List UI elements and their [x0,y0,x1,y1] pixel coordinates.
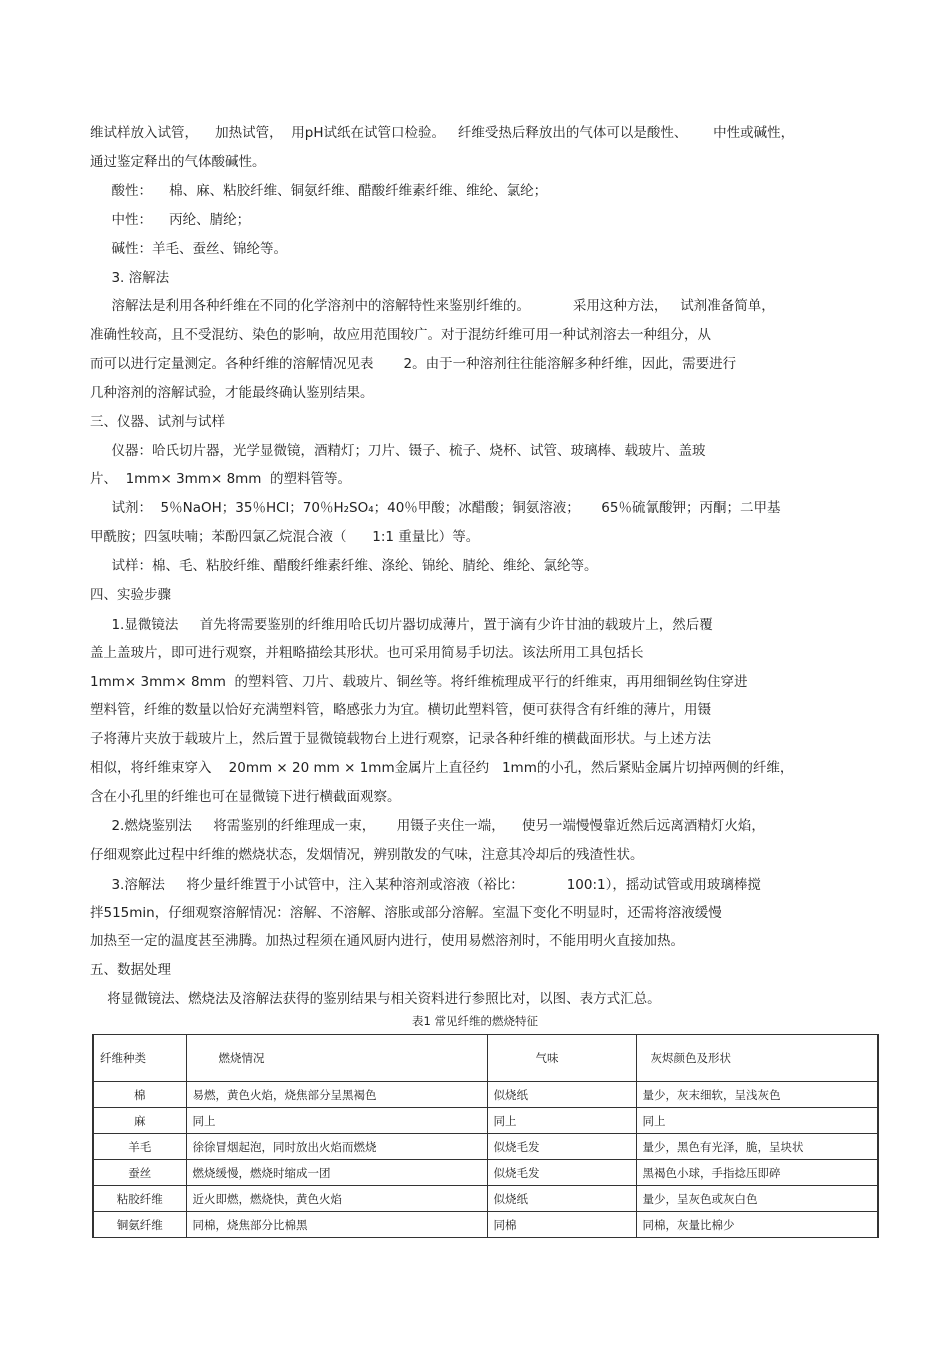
section-heading-instruments: 三、仪器、试剂与试样 [90,414,225,430]
header-fiber-type: 纤维种类 [93,1035,186,1082]
table-row [93,1134,878,1160]
cell-fiber: 棉 [93,1082,186,1108]
table-caption: 表1 常见纤维的燃烧特征 [412,1014,538,1028]
cell-burning: 燃烧缓慢，燃烧时缩成一团 [186,1160,487,1186]
table-row [93,1160,878,1186]
table-row [93,1186,878,1212]
paragraph-line: 塑料管，纤维的数量以恰好充满塑料管，略感张力为宜。横切此塑料管，便可获得含有纤维的薄片，用镊 [90,702,711,718]
paragraph-line: 含在小孔里的纤维也可在显微镜下进行横截面观察。 [90,789,401,805]
header-burning: 燃烧情况 [186,1035,487,1082]
paragraph-line: 碱性：羊毛、蚕丝、锦纶等。 [90,241,287,257]
cell-burning: 同棉，烧焦部分比棉黑 [186,1212,487,1238]
paragraph-line: 甲酰胺；四氢呋喃；苯酚四氯乙烷混合液（ 1:1 重量比）等。 [90,529,480,545]
cell-burning: 徐徐冒烟起泡，同时放出火焰而燃烧 [186,1134,487,1160]
paragraph-line: 1mm× 3mm× 8mm 的塑料管、刀片、载玻片、铜丝等。将纤维梳理成平行的纤维束，再用细铜丝钩住穿进 [90,674,748,690]
paragraph-line: 相似，将纤维束穿入 20mm × 20 mm × 1mm金属片上直径约 1mm的小孔，然后紧贴金属片切掉两侧的纤维， [90,760,794,776]
paragraph-line: 将显微镜法、燃烧法及溶解法获得的鉴别结果与相关资料进行参照比对，以图、表方式汇总。 [90,991,661,1007]
section-heading-steps: 四、实验步骤 [90,587,171,603]
cell-burning: 同上 [186,1108,487,1134]
paragraph-line: 1.显微镜法 首先将需要鉴别的纤维用哈氏切片器切成薄片，置于滴有少许甘油的载玻片上，然后覆 [90,617,713,633]
paragraph-line: 3.溶解法 将少量纤维置于小试管中，注入某种溶剂或溶液（裕比： 100:1），摇动试管或用玻璃棒搅 [90,877,761,893]
paragraph-line: 子将薄片夹放于载玻片上，然后置于显微镜载物台上进行观察，记录各种纤维的横截面形状。与上述方法 [90,731,711,747]
cell-ash: 同上 [636,1108,878,1134]
paragraph-line: 拌515min，仔细观察溶解情况：溶解、不溶解、溶胀或部分溶解。室温下变化不明显时，还需将溶液缓慢 [90,905,722,921]
cell-odor: 似烧毛发 [487,1134,636,1160]
cell-fiber: 蚕丝 [93,1160,186,1186]
cell-odor: 同棉 [487,1212,636,1238]
fiber-burning-table [92,1034,879,1238]
paragraph-line: 而可以进行定量测定。各种纤维的溶解情况见表 2。由于一种溶剂往往能溶解多种纤维，因此，需要进行 [90,356,737,372]
paragraph-line: 中性： 丙纶、腈纶； [90,212,251,228]
header-ash: 灰烬颜色及形状 [636,1035,878,1082]
cell-fiber: 羊毛 [93,1134,186,1160]
cell-odor: 似烧毛发 [487,1160,636,1186]
table-header-row [93,1035,878,1082]
paragraph-line: 酸性： 棉、麻、粘胶纤维、铜氨纤维、醋酸纤维素纤维、维纶、氯纶； [90,183,548,199]
paragraph-line: 通过鉴定释出的气体酸碱性。 [90,154,266,170]
paragraph-line: 仔细观察此过程中纤维的燃烧状态，发烟情况，辨别散发的气味，注意其冷却后的残渣性状。 [90,847,644,863]
paragraph-line: 试样：棉、毛、粘胶纤维、醋酸纤维素纤维、涤纶、锦纶、腈纶、维纶、氯纶等。 [90,558,598,574]
cell-ash: 量少，灰末细软，呈浅灰色 [636,1082,878,1108]
paragraph-line: 几种溶剂的溶解试验，才能最终确认鉴别结果。 [90,385,374,401]
paragraph-line: 2.燃烧鉴别法 将需鉴别的纤维理成一束， 用镊子夹住一端， 使另一端慢慢靠近然后远离酒精灯火焰， [90,818,765,834]
header-odor: 气味 [487,1035,636,1082]
section-heading-data: 五、数据处理 [90,962,171,978]
table-row [93,1108,878,1134]
cell-ash: 量少，黑色有光泽，脆，呈块状 [636,1134,878,1160]
paragraph-line: 准确性较高，且不受混纺、染色的影响，故应用范围较广。对于混纺纤维可用一种试剂溶去一种组分，从 [90,327,711,343]
paragraph-line: 仪器：哈氏切片器，光学显微镜，酒精灯；刀片、镊子、梳子、烧杯、试管、玻璃棒、载玻片、盖玻 [90,443,706,459]
cell-burning: 近火即燃，燃烧快，黄色火焰 [186,1186,487,1212]
paragraph-line: 片、 1mm× 3mm× 8mm 的塑料管等。 [90,471,352,487]
table-row [93,1212,878,1238]
cell-odor: 似烧纸 [487,1082,636,1108]
cell-ash: 黑褐色小球，手指捻压即碎 [636,1160,878,1186]
cell-odor: 同上 [487,1108,636,1134]
cell-fiber: 麻 [93,1108,186,1134]
cell-fiber: 铜氨纤维 [93,1212,186,1238]
table-row [93,1082,878,1108]
cell-fiber: 粘胶纤维 [93,1186,186,1212]
cell-ash: 同棉，灰量比棉少 [636,1212,878,1238]
paragraph-line: 溶解法是利用各种纤维在不同的化学溶剂中的溶解特性来鉴别纤维的。 采用这种方法， 试剂准备简单， [90,298,775,314]
cell-odor: 似烧纸 [487,1186,636,1212]
subheading-dissolution: 3. 溶解法 [90,270,170,286]
paragraph-line: 盖上盖玻片，即可进行观察，并粗略描绘其形状。也可采用简易手切法。该法所用工具包括长 [90,645,644,661]
paragraph-line: 维试样放入试管， 加热试管， 用pH试纸在试管口检验。 纤维受热后释放出的气体可以是酸性、 中性或碱性， [90,125,795,141]
paragraph-line: 加热至一定的温度甚至沸腾。加热过程须在通风厨内进行，使用易燃溶剂时，不能用明火直接加热。 [90,933,684,949]
cell-burning: 易燃，黄色火焰，烧焦部分呈黑褐色 [186,1082,487,1108]
cell-ash: 量少，呈灰色或灰白色 [636,1186,878,1212]
paragraph-line: 试剂： 5％NaOH；35％HCl；70％H₂SO₄；40％甲酸；冰醋酸；铜氨溶液； 65％硫氰酸钾；丙酮；二甲基 [90,500,781,516]
